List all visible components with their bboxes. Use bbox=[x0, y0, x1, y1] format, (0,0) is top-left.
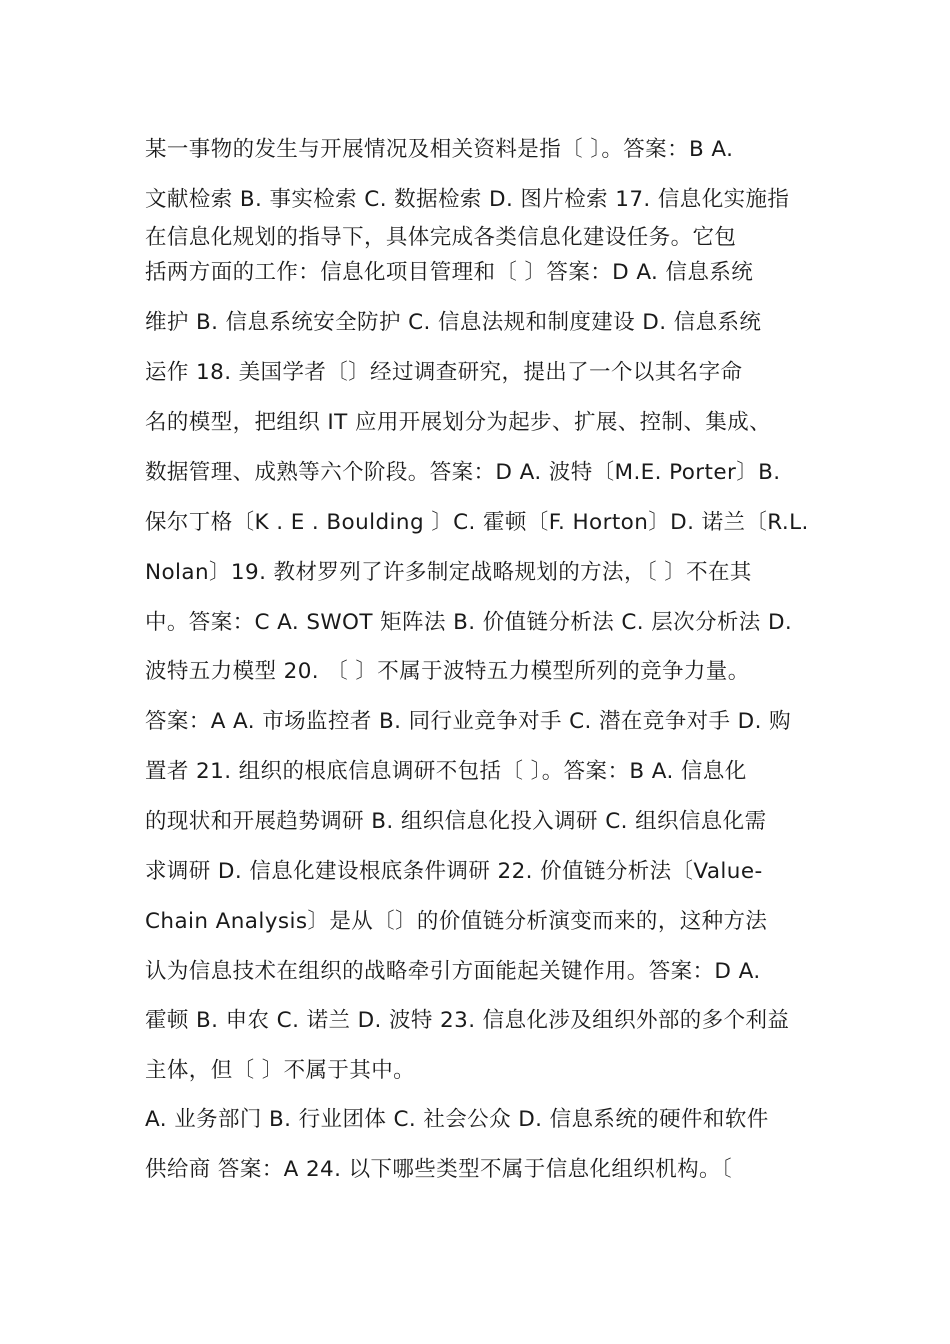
text-line: 主体，但〔 〕不属于其中。 bbox=[145, 1058, 416, 1083]
text-line: A. 业务部门 B. 行业团体 C. 社会公众 D. 信息系统的硬件和软件 bbox=[145, 1107, 769, 1132]
text-line: 在信息化规划的指导下，具体完成各类信息化建设任务。它包 bbox=[145, 225, 737, 250]
text-line: 波特五力模型 20. 〔 〕不属于波特五力模型所列的竞争力量。 bbox=[145, 659, 750, 684]
text-line: 霍顿 B. 申农 C. 诺兰 D. 波特 23. 信息化涉及组织外部的多个利益 bbox=[145, 1008, 790, 1033]
text-line: 某一事物的发生与开展情况及相关资料是指〔 〕。答案：B A. bbox=[145, 137, 734, 162]
text-line: 维护 B. 信息系统安全防护 C. 信息法规和制度建设 D. 信息系统 bbox=[145, 310, 762, 335]
text-line: 的现状和开展趋势调研 B. 组织信息化投入调研 C. 组织信息化需 bbox=[145, 809, 767, 834]
text-line: 文献检索 B. 事实检索 C. 数据检索 D. 图片检索 17. 信息化实施指 bbox=[145, 187, 790, 212]
text-line: 名的模型，把组织 IT 应用开展划分为起步、扩展、控制、集成、 bbox=[145, 410, 772, 435]
text-line: 供给商 答案：A 24. 以下哪些类型不属于信息化组织机构。〔 bbox=[145, 1157, 733, 1182]
text-line: 求调研 D. 信息化建设根底条件调研 22. 价值链分析法〔Value- bbox=[145, 859, 763, 884]
text-line: 认为信息技术在组织的战略牵引方面能起关键作用。答案：D A. bbox=[145, 959, 761, 984]
text-line: 保尔丁格〔K . E . Boulding 〕C. 霍顿〔F. Horton〕D. 诺兰〔R.L. bbox=[145, 510, 809, 535]
text-line: 中。答案：C A. SWOT 矩阵法 B. 价值链分析法 C. 层次分析法 D. bbox=[145, 610, 793, 635]
text-line: 数据管理、成熟等六个阶段。答案：D A. 波特〔M.E. Porter〕B. bbox=[145, 460, 781, 485]
text-line: Chain Analysis〕是从〔〕的价值链分析演变而来的，这种方法 bbox=[145, 909, 768, 934]
text-line: 运作 18. 美国学者〔〕经过调查研究，提出了一个以其名字命 bbox=[145, 360, 743, 385]
text-line: Nolan〕19. 教材罗列了许多制定战略规划的方法，〔 〕不在其 bbox=[145, 560, 752, 585]
text-line: 括两方面的工作：信息化项目管理和〔 〕答案：D A. 信息系统 bbox=[145, 260, 754, 285]
text-line: 答案：A A. 市场监控者 B. 同行业竞争对手 C. 潜在竞争对手 D. 购 bbox=[145, 709, 791, 734]
text-line: 置者 21. 组织的根底信息调研不包括〔 〕。答案：B A. 信息化 bbox=[145, 759, 747, 784]
